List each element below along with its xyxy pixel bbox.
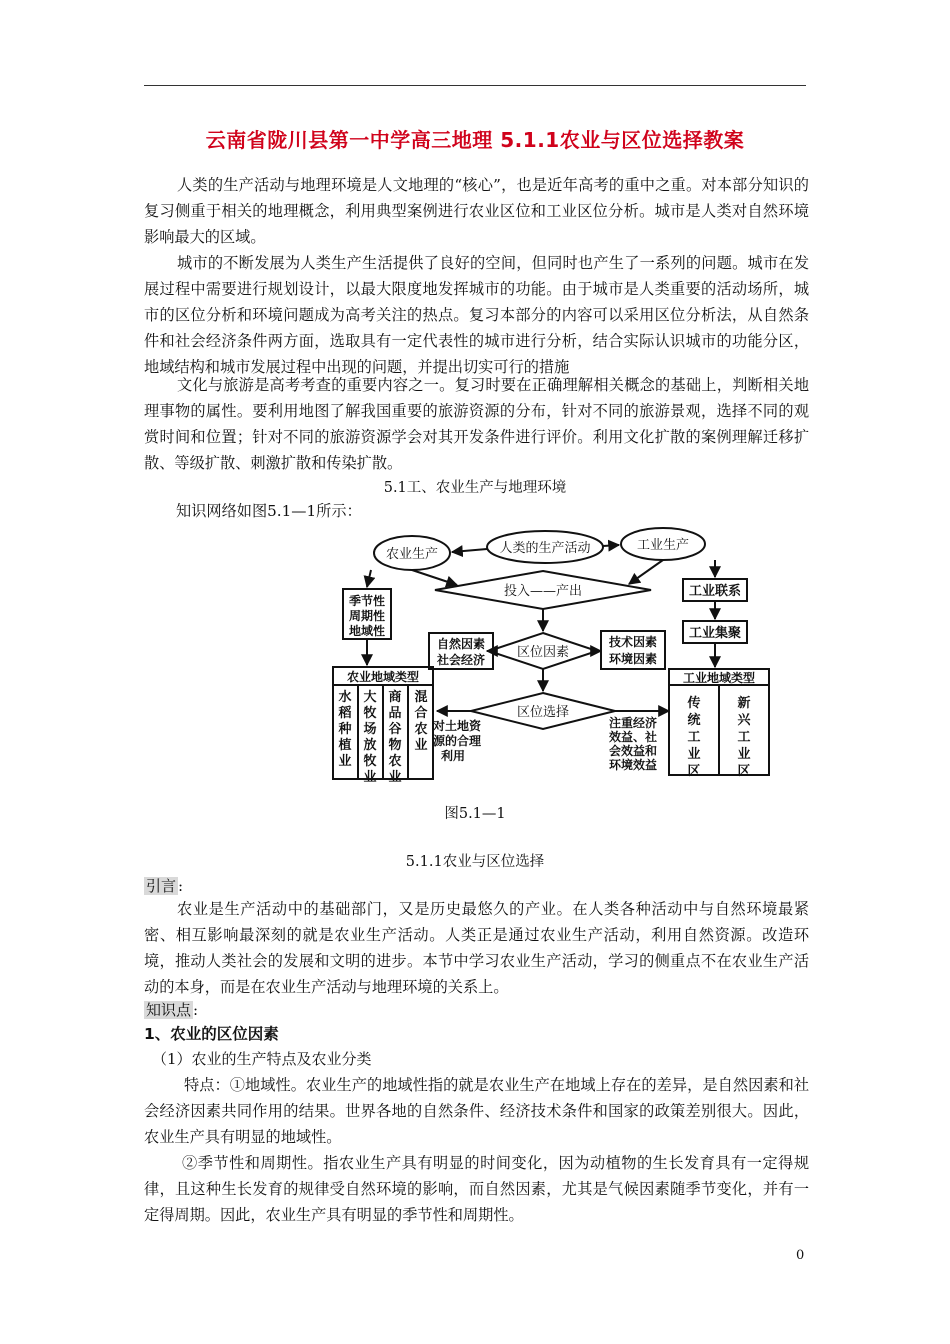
intro-label: 引言 <box>146 877 177 895</box>
env-label: 环境因素 <box>608 652 658 666</box>
trait-2: 周期性 <box>348 609 386 623</box>
ind-types-title: 工业地域类型 <box>682 671 756 685</box>
subsection-title: 5.1.1农业与区位选择 <box>405 854 545 870</box>
points-label: 知识点 <box>146 1001 192 1019</box>
subheading-characteristics: （1）农业的生产特点及农业分类 <box>152 1050 372 1068</box>
agri-type-4: 混合农业 <box>414 690 428 753</box>
points-label-row <box>144 999 198 1020</box>
benefit-4: 环境效益 <box>608 758 658 772</box>
land-use-2: 源的合理 <box>432 734 482 748</box>
natural-label: 自然因素 <box>436 637 486 651</box>
agri-type-2: 大牧场放牧业 <box>363 690 377 785</box>
trait-3: 地域性 <box>348 624 386 638</box>
land-use-3: 利用 <box>440 749 466 763</box>
intro-label-row <box>144 875 183 896</box>
heading-location-factors: 1、农业的区位因素 <box>144 1025 279 1043</box>
page-number: 0 <box>796 1248 805 1263</box>
industry-type-2: 新兴工业区 <box>737 696 751 779</box>
intro-colon: : <box>178 877 184 895</box>
benefit-2: 效益、社 <box>608 730 658 744</box>
tech-label: 技术因素 <box>608 635 658 649</box>
agri-label: 农业生产 <box>385 547 439 562</box>
land-use-1: 对土地资 <box>432 719 482 733</box>
knowledge-network-diagram <box>325 525 775 787</box>
agri-type-1: 水稻种植业 <box>338 690 352 769</box>
ind-cluster-label: 工业集聚 <box>688 626 742 641</box>
io-label: 投入——产出 <box>503 584 583 599</box>
network-caption: 知识网络如图5.1—1所示： <box>176 502 362 520</box>
loc-factor-label: 区位因素 <box>516 645 570 660</box>
intro-paragraph-1: 人类的生产活动与地理环境是人文地理的“核心”，也是近年高考的重中之重。对本部分知识的复习侧重于相关的地理概念，利用典型案例进行农业区位和工业区位分析。城市是人类对自然环境影响最大的区域。 <box>144 176 809 246</box>
industry-label: 工业生产 <box>636 538 690 553</box>
point-seasonality: ②季节性和周期性。指农业生产具有明显的时间变化，因为动植物的生长发育具有一定得规律，且这种生长发育的规律受自然环境的影响，而自然因素，尤其是气候因素随季节变化，并有一定得周期。因此，农业生产具有明显的季节性和周期性。 <box>144 1154 809 1224</box>
points-colon: : <box>193 1001 199 1019</box>
intro-paragraph-2: 城市的不断发展为人类生产生活提供了良好的空间，但同时也产生了一系列的问题。城市在发展过程中需要进行规划设计，以最大限度地发挥城市的功能。由于城市是人类重要的活动场所，城市的区位分析和环境问题成为高考关注的热点。复习本部分的内容可以采用区位分析法，从自然条件和社会经济条件两方面，选取具有一定代表性的城市进行分析，结合实际认识城市的功能分区，地域结构和城市发展过程中出现的问题，并提出切实可行的措施 <box>144 254 809 376</box>
header-rule <box>144 85 806 86</box>
agri-types-title: 农业地域类型 <box>346 670 420 684</box>
loc-choice-label: 区位选择 <box>516 705 570 720</box>
agri-type-3: 商品谷物农业 <box>388 690 402 785</box>
section-title: 5.1工、农业生产与地理环境 <box>383 480 567 496</box>
figure-caption: 图5.1—1 <box>444 806 506 822</box>
benefit-3: 会效益和 <box>608 744 658 758</box>
center-label: 人类的生产活动 <box>499 541 591 556</box>
point-regionality: 特点：①地域性。农业生产的地域性指的就是农业生产在地域上存在的差异，是自然因素和社会经济因素共同作用的结果。世界各地的自然条件、经济技术条件和国家的政策差别很大。因此，农业生产具有明显的地域性。 <box>144 1076 809 1146</box>
intro-paragraph-3: 文化与旅游是高考考查的重要内容之一。复习时要在正确理解相关概念的基础上，判断相关地理事物的属性。要利用地图了解我国重要的旅游资源的分布，针对不同的旅游景观，选择不同的观赏时间和位置；针对不同的旅游资源学会对其开发条件进行评价。利用文化扩散的案例理解迁移扩散、等级扩散、刺激扩散和传染扩散。 <box>144 376 809 472</box>
industry-type-1: 传统工业区 <box>687 696 701 779</box>
ind-link-label: 工业联系 <box>688 584 742 599</box>
document-title: 云南省陇川县第一中学高三地理 5.1.1农业与区位选择教案 <box>205 128 745 152</box>
trait-1: 季节性 <box>348 594 386 608</box>
benefit-1: 注重经济 <box>608 716 658 730</box>
social-label: 社会经济 <box>436 653 486 667</box>
intro-body: 农业是生产活动中的基础部门，又是历史最悠久的产业。在人类各种活动中与自然环境最紧密、相互影响最深刻的就是农业生产活动。人类正是通过农业生产活动，利用自然资源。改造环境，推动人类社会的发展和文明的进步。本节中学习农业生产活动，学习的侧重点不在农业生产活动的本身，而是在农业生产活动与地理环境的关系上。 <box>144 900 809 996</box>
